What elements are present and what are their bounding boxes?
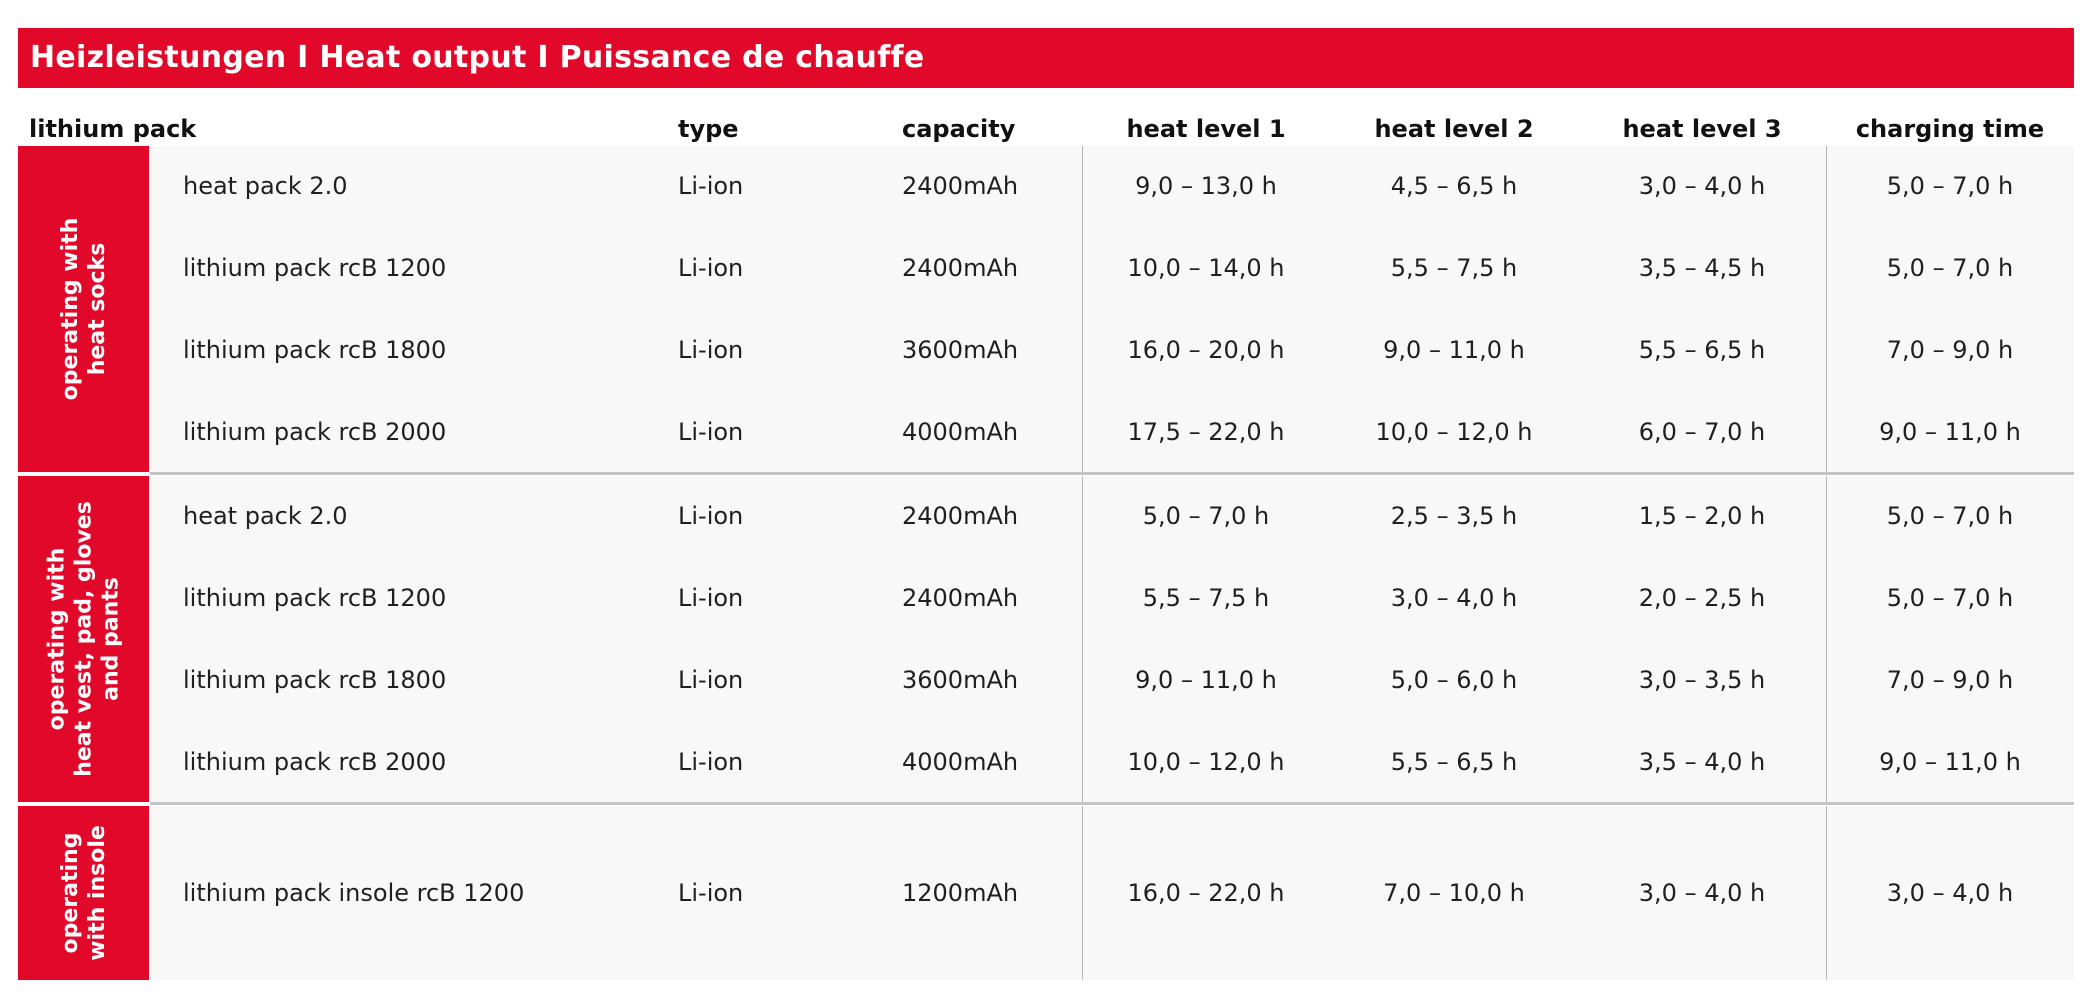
cell-capacity: 2400mAh: [902, 584, 1019, 612]
cell-heat-level-2: 5,5 – 6,5 h: [1390, 748, 1518, 776]
cell-heat-level-1: 10,0 – 14,0 h: [1127, 254, 1285, 282]
table-row: [18, 309, 2074, 391]
cell-heat-level-2: 5,5 – 7,5 h: [1390, 254, 1518, 282]
header-heat-level-3: heat level 3: [1622, 115, 1782, 143]
cell-charging-time: 9,0 – 11,0 h: [1879, 418, 2021, 446]
cell-heat-level-3: 2,0 – 2,5 h: [1638, 584, 1766, 612]
cell-heat-level-2: 10,0 – 12,0 h: [1375, 418, 1533, 446]
header-lithium-pack: lithium pack: [29, 115, 197, 143]
row-group: [18, 806, 2074, 980]
cell-heat-level-2: 7,0 – 10,0 h: [1383, 879, 1525, 907]
cell-heat-level-2: 9,0 – 11,0 h: [1383, 336, 1525, 364]
cell-capacity: 3600mAh: [902, 666, 1019, 694]
table-row: [18, 721, 2074, 803]
cell-type: Li-ion: [678, 172, 744, 200]
cell-type: Li-ion: [678, 748, 744, 776]
header-charging-time: charging time: [1855, 115, 2045, 143]
cell-heat-level-3: 5,5 – 6,5 h: [1638, 336, 1766, 364]
group-label-text: operating with heat socks: [57, 217, 110, 401]
cell-capacity: 4000mAh: [902, 748, 1019, 776]
table-row: [18, 639, 2074, 721]
cell-charging-time: 5,0 – 7,0 h: [1886, 254, 2014, 282]
cell-type: Li-ion: [678, 336, 744, 364]
cell-type: Li-ion: [678, 584, 744, 612]
cell-heat-level-1: 9,0 – 11,0 h: [1135, 666, 1277, 694]
group-label-text: operating with heat vest, pad, gloves and pants: [44, 501, 123, 777]
cell-capacity: 4000mAh: [902, 418, 1019, 446]
cell-product: lithium pack rcB 1200: [183, 584, 447, 612]
cell-heat-level-2: 4,5 – 6,5 h: [1390, 172, 1518, 200]
heat-output-table: [18, 146, 2074, 980]
header-capacity: capacity: [902, 115, 1016, 143]
cell-heat-level-3: 3,5 – 4,5 h: [1638, 254, 1766, 282]
cell-heat-level-3: 3,0 – 4,0 h: [1638, 879, 1766, 907]
cell-heat-level-2: 3,0 – 4,0 h: [1390, 584, 1518, 612]
table-row: [18, 227, 2074, 309]
table-row: [18, 852, 2074, 934]
cell-product: lithium pack rcB 1800: [183, 336, 447, 364]
table-row: [18, 557, 2074, 639]
cell-type: Li-ion: [678, 666, 744, 694]
cell-heat-level-2: 5,0 – 6,0 h: [1390, 666, 1518, 694]
cell-heat-level-3: 3,0 – 3,5 h: [1638, 666, 1766, 694]
cell-type: Li-ion: [678, 254, 744, 282]
cell-product: lithium pack rcB 1800: [183, 666, 447, 694]
cell-heat-level-3: 3,0 – 4,0 h: [1638, 172, 1766, 200]
cell-type: Li-ion: [678, 418, 744, 446]
cell-heat-level-1: 10,0 – 12,0 h: [1127, 748, 1285, 776]
header-heat-level-2: heat level 2: [1374, 115, 1534, 143]
header-heat-level-1: heat level 1: [1126, 115, 1286, 143]
cell-heat-level-1: 16,0 – 20,0 h: [1127, 336, 1285, 364]
cell-charging-time: 5,0 – 7,0 h: [1886, 502, 2014, 530]
cell-charging-time: 5,0 – 7,0 h: [1886, 172, 2014, 200]
cell-heat-level-2: 2,5 – 3,5 h: [1390, 502, 1518, 530]
cell-product: heat pack 2.0: [183, 172, 348, 200]
cell-charging-time: 7,0 – 9,0 h: [1886, 666, 2014, 694]
cell-heat-level-1: 5,5 – 7,5 h: [1142, 584, 1270, 612]
cell-capacity: 3600mAh: [902, 336, 1019, 364]
cell-product: lithium pack rcB 2000: [183, 748, 447, 776]
cell-charging-time: 9,0 – 11,0 h: [1879, 748, 2021, 776]
cell-product: heat pack 2.0: [183, 502, 348, 530]
cell-heat-level-1: 16,0 – 22,0 h: [1127, 879, 1285, 907]
row-group: [18, 146, 2074, 472]
table-row: [18, 145, 2074, 227]
table-title: Heizleistungen I Heat output I Puissance de chauffe: [18, 28, 2074, 88]
header-type: type: [678, 115, 739, 143]
cell-heat-level-1: 9,0 – 13,0 h: [1135, 172, 1277, 200]
cell-capacity: 2400mAh: [902, 502, 1019, 530]
cell-product: lithium pack rcB 2000: [183, 418, 447, 446]
cell-heat-level-3: 6,0 – 7,0 h: [1638, 418, 1766, 446]
cell-product: lithium pack insole rcB 1200: [183, 879, 525, 907]
cell-capacity: 1200mAh: [902, 879, 1019, 907]
cell-heat-level-3: 3,5 – 4,0 h: [1638, 748, 1766, 776]
cell-charging-time: 7,0 – 9,0 h: [1886, 336, 2014, 364]
cell-capacity: 2400mAh: [902, 172, 1019, 200]
cell-capacity: 2400mAh: [902, 254, 1019, 282]
table-row: [18, 391, 2074, 473]
group-label-text: operating with insole: [57, 825, 110, 961]
cell-heat-level-1: 17,5 – 22,0 h: [1127, 418, 1285, 446]
row-group: [18, 476, 2074, 802]
table-row: [18, 475, 2074, 557]
cell-type: Li-ion: [678, 502, 744, 530]
cell-product: lithium pack rcB 1200: [183, 254, 447, 282]
cell-heat-level-3: 1,5 – 2,0 h: [1638, 502, 1766, 530]
group-separator: [150, 802, 2074, 805]
cell-heat-level-1: 5,0 – 7,0 h: [1142, 502, 1270, 530]
cell-charging-time: 5,0 – 7,0 h: [1886, 584, 2014, 612]
cell-charging-time: 3,0 – 4,0 h: [1886, 879, 2014, 907]
cell-type: Li-ion: [678, 879, 744, 907]
